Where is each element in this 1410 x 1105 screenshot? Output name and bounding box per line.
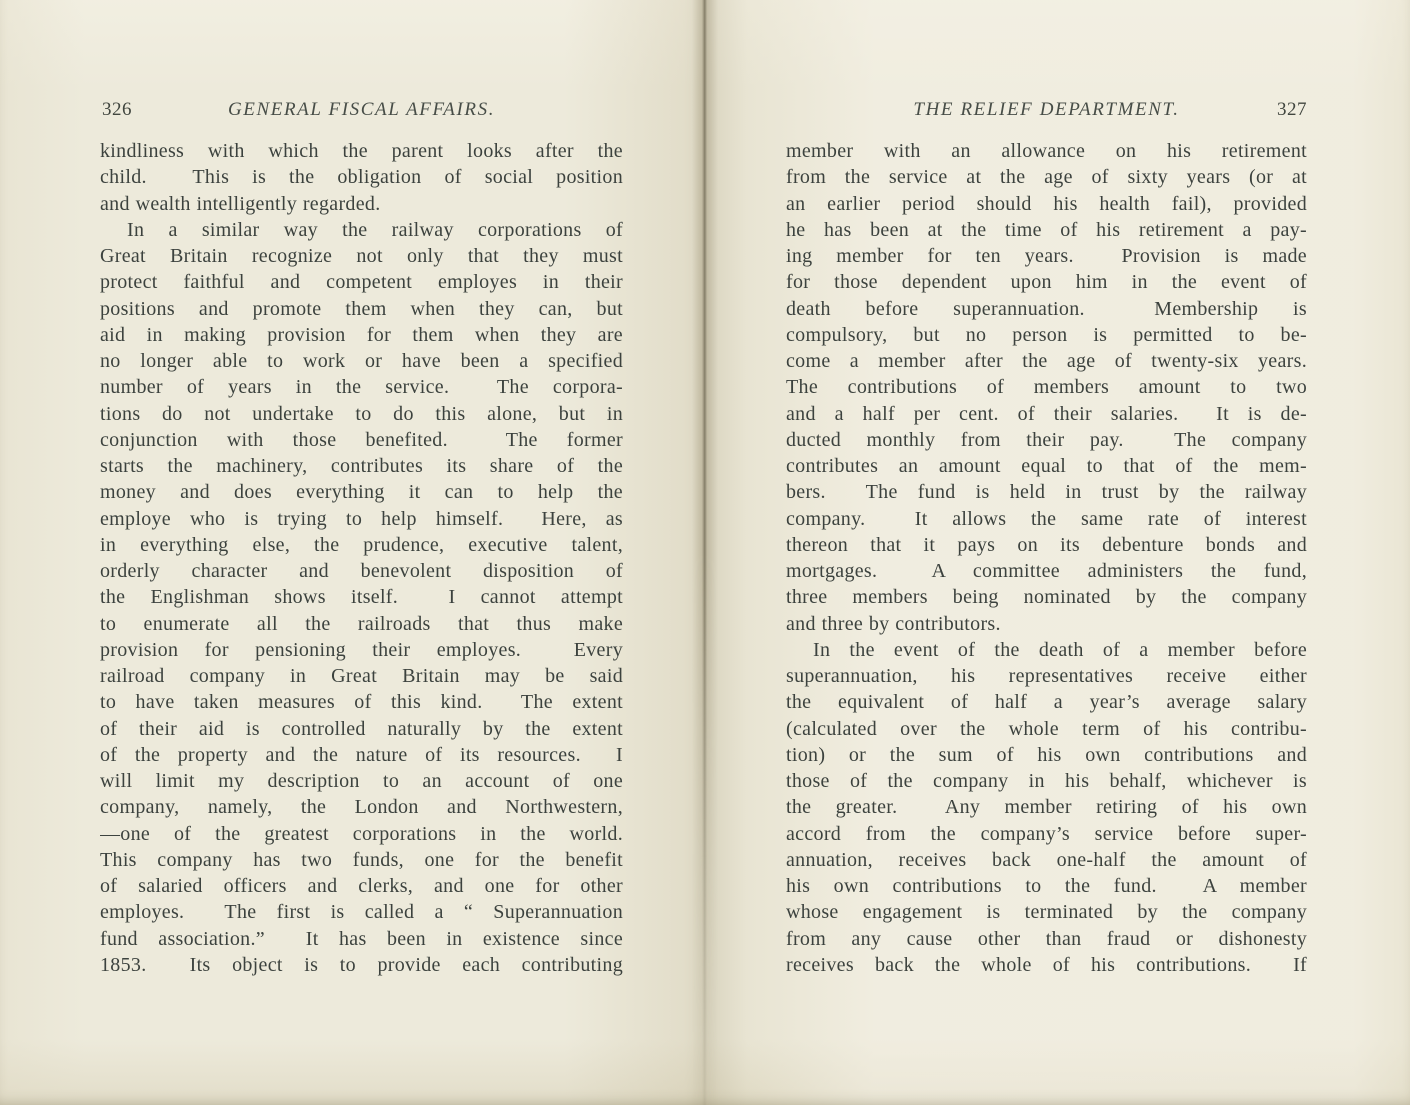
text-line: to have taken measures of this kind. The extent [100,691,623,714]
text-line: orderly character and benevolent disposition of [100,560,623,582]
text-line: contributes an amount equal to that of the mem- [786,455,1307,477]
text-line: to enumerate all the railroads that thus make [100,612,623,635]
page-body-right [786,138,1307,978]
text-line: The contributions of members amount to two [786,376,1307,399]
text-line: bers. The fund is held in trust by the railway [786,481,1307,504]
text-line: the equivalent of half a year’s average salary [786,691,1307,714]
text-line: This company has two funds, one for the benefit [100,848,623,871]
text-line: ing member for ten years. Provision is made [786,245,1307,267]
text-line: In the event of the death of a member before [813,638,1307,661]
text-line: company, namely, the London and Northwestern, [100,796,623,819]
page-header-right [786,98,1307,122]
paragraph [100,138,623,217]
text-line: money and does everything it can to help the [100,481,623,504]
text-line: of their aid is controlled naturally by the extent [100,717,623,740]
page-body-left [100,138,623,978]
text-line: number of years in the service. The corpora- [100,376,623,399]
paragraph [786,138,1307,637]
text-line: starts the machinery, contributes its share of the [100,455,623,477]
text-line: Great Britain recognize not only that they must [100,245,623,267]
paragraph [786,637,1307,978]
text-line: and a half per cent. of their salaries. It is de- [786,402,1307,425]
text-line: no longer able to work or have been a specified [100,350,623,372]
text-line: the Englishman shows itself. I cannot attempt [100,586,623,609]
text-line: —one of the greatest corporations in the world. [100,822,623,845]
paragraph [100,217,623,978]
page-number-right: 327 [1277,99,1307,120]
text-line: employes. The first is called a “ Superannuation [100,901,623,924]
text-line: ducted monthly from their pay. The company [786,428,1307,451]
text-line: the greater. Any member retiring of his own [786,796,1307,819]
text-line: railroad company in Great Britain may be said [100,665,623,687]
text-line: accord from the company’s service before super- [786,822,1307,845]
text-line: positions and promote them when they can, but [100,297,623,320]
text-line: from any cause other than fraud or dishonesty [786,927,1307,950]
text-line: compulsory, but no person is permitted to be- [786,323,1307,346]
text-line: child. This is the obligation of social position [100,166,623,189]
text-line: annuation, receives back one-half the amount of [786,848,1307,871]
text-line: fund association.” It has been in existence since [100,927,623,950]
text-line: those of the company in his behalf, whichever is [786,770,1307,792]
text-line: In a similar way the railway corporations of [127,218,623,241]
text-line: his own contributions to the fund. A member [786,875,1307,897]
text-line: in everything else, the prudence, executive talent, [100,533,623,556]
page-right [786,98,1307,978]
text-line: conjunction with those benefited. The former [100,428,623,451]
page-number-left: 326 [102,99,132,120]
text-line: mortgages. A committee administers the fund, [786,560,1307,582]
text-line: whose engagement is terminated by the company [786,901,1307,924]
text-line: aid in making provision for them when they are [100,323,623,346]
text-line: tions do not undertake to do this alone, but in [100,402,623,425]
gutter-shadow [692,0,718,1105]
text-line: and three by contributors. [786,612,1001,635]
text-line: he has been at the time of his retirement a pay- [786,218,1307,241]
text-line: thereon that it pays on its debenture bonds and [786,533,1307,556]
text-line: company. It allows the same rate of interest [786,507,1307,530]
running-header-left: GENERAL FISCAL AFFAIRS. [227,99,496,120]
text-line: death before superannuation. Membership is [786,297,1307,320]
page-header-left [100,98,623,122]
text-line: will limit my description to an account of one [100,770,623,792]
text-line: 1853. Its object is to provide each contributing [100,953,623,976]
text-line: superannuation, his representatives receive either [786,665,1307,687]
text-line: receives back the whole of his contributions. If [786,953,1307,976]
text-line: three members being nominated by the company [786,586,1307,609]
text-line: tion) or the sum of his own contributions and [786,743,1307,766]
text-line: employe who is trying to help himself. Here, as [100,507,623,530]
text-line: of the property and the nature of its resources. I [100,743,623,766]
text-line: (calculated over the whole term of his contribu- [786,717,1307,740]
text-line: an earlier period should his health fail), provided [786,192,1307,215]
text-line: and wealth intelligently regarded. [100,192,381,215]
page-left [100,98,623,978]
text-line: for those dependent upon him in the event of [786,271,1307,294]
text-line: provision for pensioning their employes. Every [100,638,623,661]
text-line: protect faithful and competent employes in their [100,271,623,294]
text-line: from the service at the age of sixty years (or at [786,166,1307,189]
text-line: member with an allowance on his retirement [786,140,1307,162]
text-line: kindliness with which the parent looks after the [100,140,623,162]
text-line: of salaried officers and clerks, and one for other [100,875,623,897]
text-line: come a member after the age of twenty-six years. [786,350,1307,372]
running-header-right: THE RELIEF DEPARTMENT. [913,99,1180,120]
